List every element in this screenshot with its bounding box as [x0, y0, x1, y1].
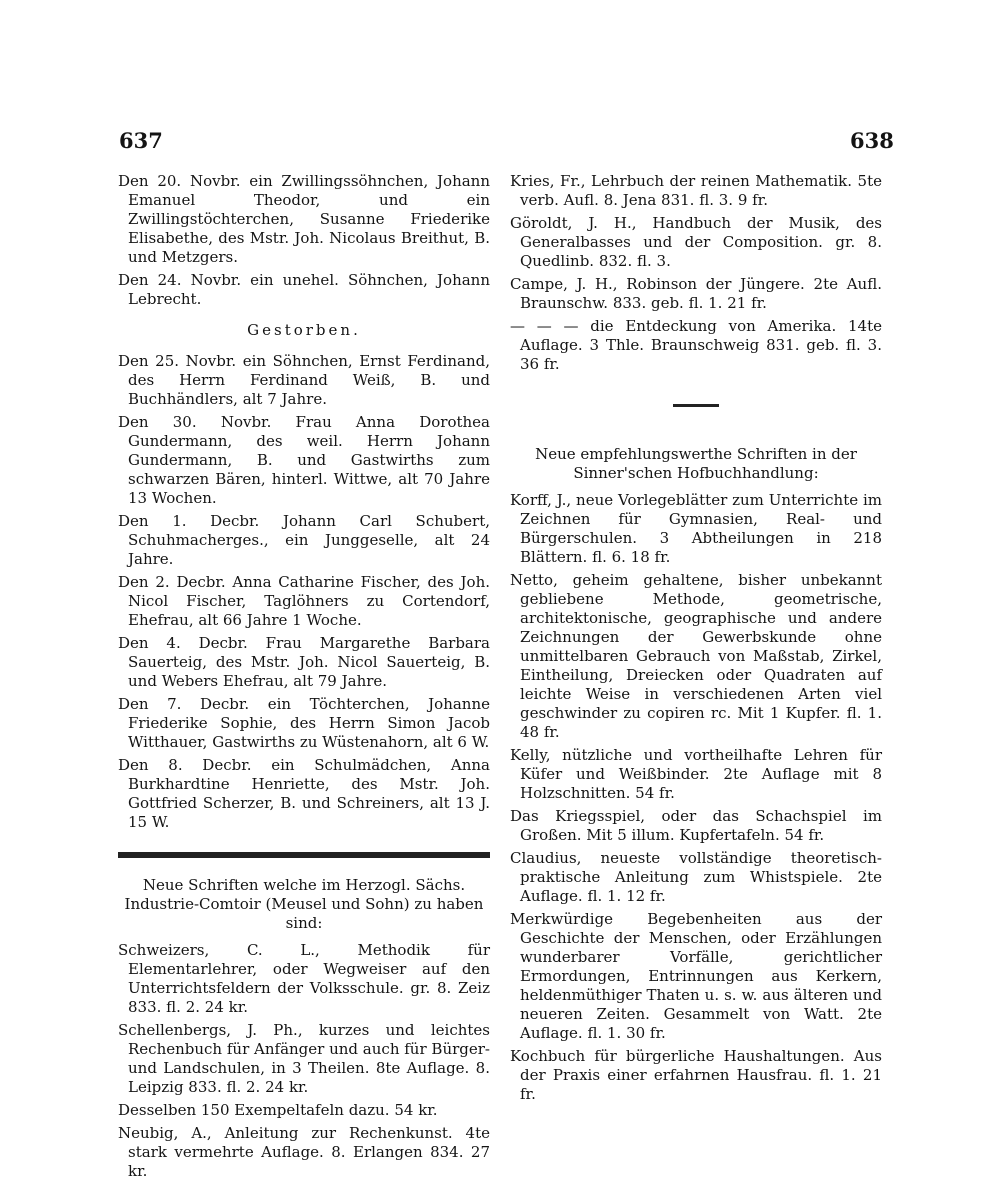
- book-entry: Campe, J. H., Robinson der Jüngere. 2te Aufl. Braunschw. 833. geb. fl. 1. 21 fr.: [510, 275, 882, 312]
- book-entry: Neubig, A., Anleitung zur Rechenkunst. 4te stark vermehrte Auflage. 8. Erlangen 834. 27 kr.: [118, 1124, 490, 1180]
- book-entry: Desselben 150 Exempeltafeln dazu. 54 kr.: [118, 1101, 438, 1119]
- death-entry: Den 1. Decbr. Johann Carl Schubert, Schuhmacherges., ein Junggeselle, alt 24 Jahre.: [118, 512, 490, 568]
- short-divider: [673, 404, 719, 407]
- death-entry: Den 4. Decbr. Frau Margarethe Barbara Sauerteig, des Mstr. Joh. Nicol Sauerteig, B. und Webers Ehefrau, alt 79 Jahre.: [118, 634, 490, 690]
- birth-entry: Den 24. Novbr. ein unehel. Söhnchen, Johann Lebrecht.: [118, 271, 490, 308]
- left-column: [118, 172, 490, 1185]
- book-entry: Netto, geheim gehaltene, bisher unbekannt gebliebene Methode, geometrische, architektonische, geographische und andere Zeichnungen der Gewerbskunde ohne unmittelbaren Gebrauch von Maßstab, Zirkel, Eintheilung, Dreiecken oder Quadraten auf leichte Weise in verschiedenen Arten viel geschwinder zu copiren rc. Mit 1 Kupfer. fl. 1. 48 fr.: [510, 571, 882, 741]
- page-number-right: 638: [850, 128, 894, 153]
- book-entry: Göroldt, J. H., Handbuch der Musik, des Generalbasses und der Composition. gr. 8. Quedlinb. 832. fl. 3.: [510, 214, 882, 270]
- right-column: [510, 172, 882, 1108]
- section-divider: [118, 852, 490, 858]
- books-intro-left: Neue Schriften welche im Herzogl. Sächs. Industrie-Comtoir (Meusel und Sohn) zu haben sind:: [124, 876, 484, 932]
- book-entry: Schellenbergs, J. Ph., kurzes und leichtes Rechenbuch für Anfänger und auch für Bürger- und Landschulen, in 3 Theilen. 8te Auflage. 8. Leipzig 833. fl. 2. 24 kr.: [118, 1021, 490, 1096]
- death-entry: Den 8. Decbr. ein Schulmädchen, Anna Burkhardtine Henriette, des Mstr. Joh. Gottfried Scherzer, B. und Schreiners, alt 13 J. 15 W.: [118, 756, 490, 831]
- birth-entry: Den 20. Novbr. ein Zwillingssöhnchen, Johann Emanuel Theodor, und ein Zwillingstöchterchen, Susanne Friederike Elisabethe, des Mstr. Joh. Nicolaus Breithut, B. und Metzgers.: [118, 172, 490, 266]
- book-entry: — — — die Entdeckung von Amerika. 14te Auflage. 3 Thle. Braunschweig 831. geb. fl. 3. 36 fr.: [510, 317, 882, 373]
- book-entry: Kries, Fr., Lehrbuch der reinen Mathematik. 5te verb. Aufl. 8. Jena 831. fl. 3. 9 fr.: [510, 172, 882, 209]
- books-intro-right: Neue empfehlungswerthe Schriften in der Sinner'schen Hofbuchhandlung:: [535, 445, 857, 482]
- death-entry: Den 30. Novbr. Frau Anna Dorothea Gundermann, des weil. Herrn Johann Gundermann, B. und Gastwirths zum schwarzen Bären, hinterl. Wittwe, alt 70 Jahre 13 Wochen.: [118, 413, 490, 507]
- book-entry: Korff, J., neue Vorlegeblätter zum Unterrichte im Zeichnen für Gymnasien, Real- und Bürgerschulen. 3 Abtheilungen in 218 Blättern. fl. 6. 18 fr.: [510, 491, 882, 566]
- book-entry: Kelly, nützliche und vortheilhafte Lehren für Küfer und Weißbinder. 2te Auflage mit 8 Holzschnitten. 54 fr.: [510, 746, 882, 802]
- book-entry: Schweizers, C. L., Methodik für Elementarlehrer, oder Wegweiser auf den Unterrichtsfeldern der Volksschule. gr. 8. Zeiz 833. fl. 2. 24 kr.: [118, 941, 490, 1016]
- deaths-heading: Gestorben.: [247, 321, 361, 339]
- book-entry: Claudius, neueste vollständige theoretisch-praktische Anleitung zum Whistspiele. 2te Auflage. fl. 1. 12 fr.: [510, 849, 882, 905]
- death-entry: Den 7. Decbr. ein Töchterchen, Johanne Friederike Sophie, des Herrn Simon Jacob Witthauer, Gastwirths zu Wüstenahorn, alt 6 W.: [118, 695, 490, 751]
- book-entry: Kochbuch für bürgerliche Haushaltungen. Aus der Praxis einer erfahrnen Hausfrau. fl. 1. 21 fr.: [510, 1047, 882, 1103]
- book-entry: Merkwürdige Begebenheiten aus der Geschichte der Menschen, oder Erzählungen wunderbarer Vorfälle, gerichtlicher Ermordungen, Entrinnungen aus Kerkern, heldenmüthiger Thaten u. s. w. aus älteren und neueren Zeiten. Gesammelt von Watt. 2te Auflage. fl. 1. 30 fr.: [510, 910, 882, 1042]
- death-entry: Den 25. Novbr. ein Söhnchen, Ernst Ferdinand, des Herrn Ferdinand Weiß, B. und Buchhändlers, alt 7 Jahre.: [118, 352, 490, 408]
- book-entry: Das Kriegsspiel, oder das Schachspiel im Großen. Mit 5 illum. Kupfertafeln. 54 fr.: [510, 807, 882, 844]
- page-number-left: 637: [119, 128, 163, 153]
- death-entry: Den 2. Decbr. Anna Catharine Fischer, des Joh. Nicol Fischer, Taglöhners zu Cortendorf, Ehefrau, alt 66 Jahre 1 Woche.: [118, 573, 490, 629]
